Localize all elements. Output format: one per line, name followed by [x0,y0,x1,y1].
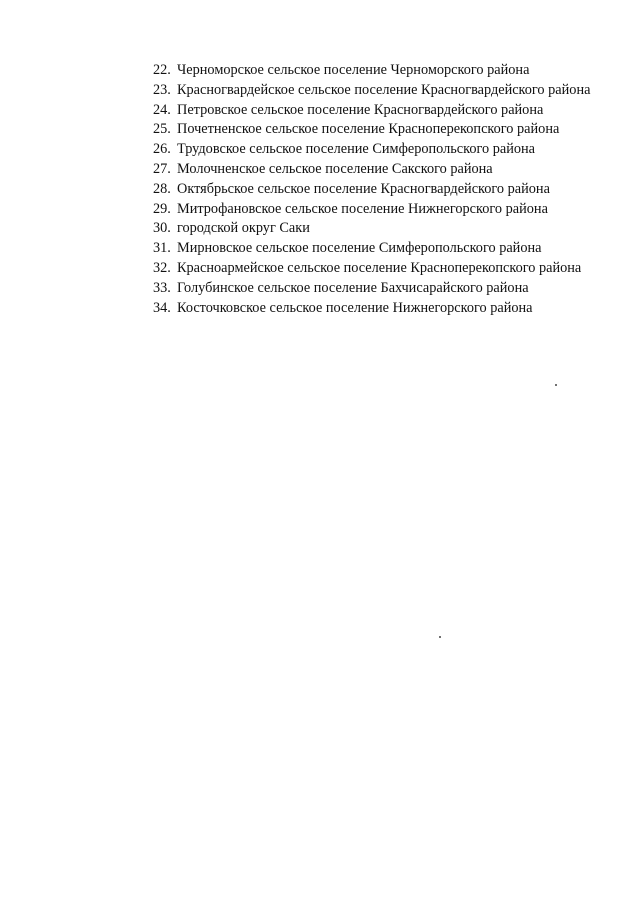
item-text: городской округ Саки [177,220,310,237]
list-item [153,101,613,121]
item-number: 33. [153,279,171,296]
list-item [153,180,613,200]
settlement-list [153,61,613,318]
item-text: Молочненское сельское поселение Сакского района [177,160,493,177]
list-item [153,61,613,81]
item-text: Трудовское сельское поселение Симферопольского района [177,141,535,158]
list-item [153,140,613,160]
item-number: 27. [153,160,171,177]
scan-speck [439,636,441,638]
list-item [153,120,613,140]
list-item [153,239,613,259]
item-text: Митрофановское сельское поселение Нижнегорского района [177,200,548,217]
item-number: 23. [153,81,171,98]
item-number: 26. [153,141,171,158]
item-text: Красногвардейское сельское поселение Красногвардейского района [177,81,591,98]
item-number: 32. [153,259,171,276]
item-number: 22. [153,62,171,78]
item-text: Почетненское сельское поселение Красноперекопского района [177,121,560,138]
item-number: 29. [153,200,171,217]
scan-speck [555,384,557,386]
item-number: 28. [153,180,171,197]
item-text: Голубинское сельское поселение Бахчисарайского района [177,279,529,296]
list-item [153,219,613,239]
list-item [153,81,613,101]
list-item [153,279,613,299]
item-number: 34. [153,299,171,316]
item-text: Октябрьское сельское поселение Красногвардейского района [177,180,550,197]
list-item [153,160,613,180]
list-item [153,299,613,319]
list-item [153,200,613,220]
item-text: Косточковское сельское поселение Нижнегорского района [177,299,533,316]
item-text: Черноморское сельское поселение Черноморского района [177,62,530,78]
item-text: Мирновское сельское поселение Симферопольского района [177,240,542,257]
item-text: Красноармейское сельское поселение Красноперекопского района [177,259,582,276]
item-text: Петровское сельское поселение Красногвардейского района [177,101,544,118]
item-number: 31. [153,240,171,257]
item-number: 25. [153,121,171,138]
item-number: 30. [153,220,171,237]
item-number: 24. [153,101,171,118]
list-item [153,259,613,279]
